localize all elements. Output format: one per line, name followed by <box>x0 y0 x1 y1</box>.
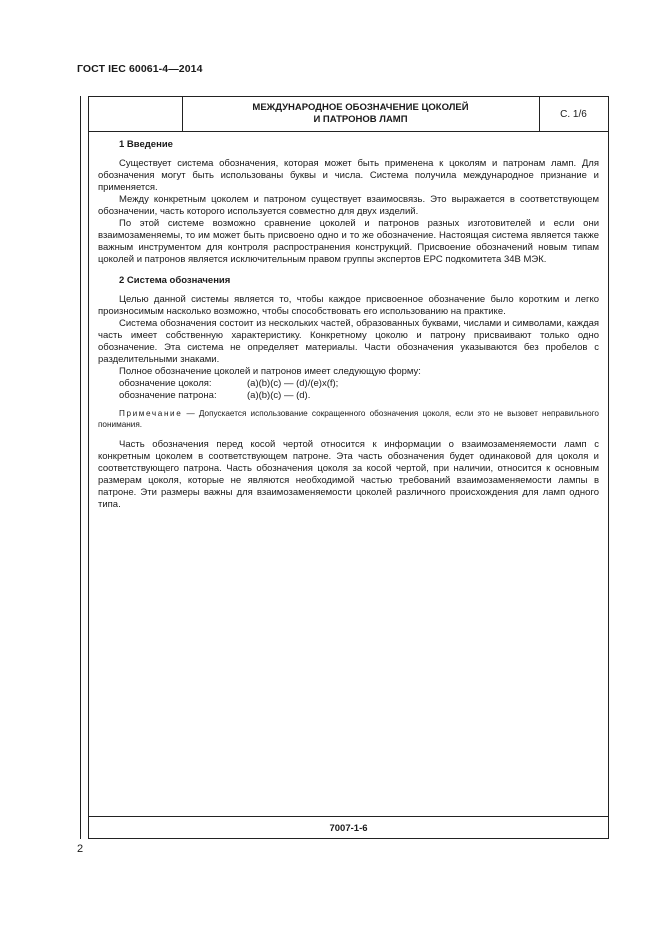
form-value: (a)(b)(c) — (d)/(e)x(f); <box>247 378 339 389</box>
paragraph: Между конкретным цоколем и патроном существует взаимосвязь. Это выражается в соответствующем обозначении, часть которого используется совместно для двух изделий. <box>98 194 599 217</box>
form-value: (a)(b)(c) — (d). <box>247 390 311 401</box>
note-label: Примечание <box>119 409 183 418</box>
sheet-footer-code: 7007-1-6 <box>89 816 608 839</box>
paragraph: По этой системе возможно сравнение цоколей и патронов разных изготовителей и если они взаимозаменяемы, то им может быть присвоено одно и то же обозначение. Настоящая система является также важным инструментом для контроля распространения конструкций. Присвоение обозначений новым типам цоколей и патронов является исключительным правом группы экспертов EPC подкомитета 34В МЭК. <box>98 218 599 265</box>
sheet-title <box>182 97 540 131</box>
header-empty-cell <box>89 97 183 131</box>
note <box>98 408 599 430</box>
paragraph: Существует система обозначения, которая может быть применена к цоколям и патронам ламп. Для обозначения могут быть использованы буквы и числа. Система получила международное признание и применяется. <box>98 158 599 193</box>
form-label: обозначение патрона: <box>119 390 217 401</box>
form-row-cap <box>98 378 599 390</box>
section-heading-introduction: 1 Введение <box>119 139 173 150</box>
binding-margin-line <box>80 96 81 839</box>
sheet-title-line1: МЕЖДУНАРОДНОЕ ОБОЗНАЧЕНИЕ ЦОКОЛЕЙ <box>252 102 469 113</box>
note-text: — Допускается использование сокращенного обозначения цоколя, если это не вызовет неправильного понимания. <box>98 409 599 429</box>
sheet-content <box>98 139 599 511</box>
document-code: ГОСТ IEC 60061-4—2014 <box>77 63 203 75</box>
paragraph: Полное обозначение цоколей и патронов имеет следующую форму: <box>119 366 421 377</box>
paragraph: Система обозначения состоит из нескольких частей, образованных буквами, числами и символами, каждая часть имеет собственную характеристику. Конкретному цоколю и патрону присваивают только одно обозначение. Эта система не определяет материалы. Части обозначения указываются без пробелов с разделительными знаками. <box>98 318 599 365</box>
sheet-title-line2: И ПАТРОНОВ ЛАМП <box>313 114 408 125</box>
page-number: 2 <box>77 843 84 855</box>
sheet-header <box>89 97 608 132</box>
form-label: обозначение цоколя: <box>119 378 212 389</box>
section-heading-designation-system: 2 Система обозначения <box>119 275 231 286</box>
form-row-holder <box>98 390 599 402</box>
paragraph: Целью данной системы является то, чтобы каждое присвоенное обозначение было коротким и легко произносимым насколько возможно, чтобы способствовать его использованию на практике. <box>98 294 599 317</box>
sheet-number: С. 1/6 <box>560 108 587 120</box>
paragraph: Часть обозначения перед косой чертой относится к информации о взаимозаменяемости ламп с конкретным цоколем в соответствующем патроне. Эта часть обозначения будет одинаковой для цоколя и соответствующего патрона. Часть обозначения цоколя за косой чертой, при наличии, относится к основным размерам цоколя, которые не являются необходимой частью требований взаимозаменяемости лампы в патроне. Эти размеры важны для взаимозаменяемости цоколей различного происхождения для ламп одного типа. <box>98 439 599 510</box>
sheet-frame <box>88 96 609 839</box>
